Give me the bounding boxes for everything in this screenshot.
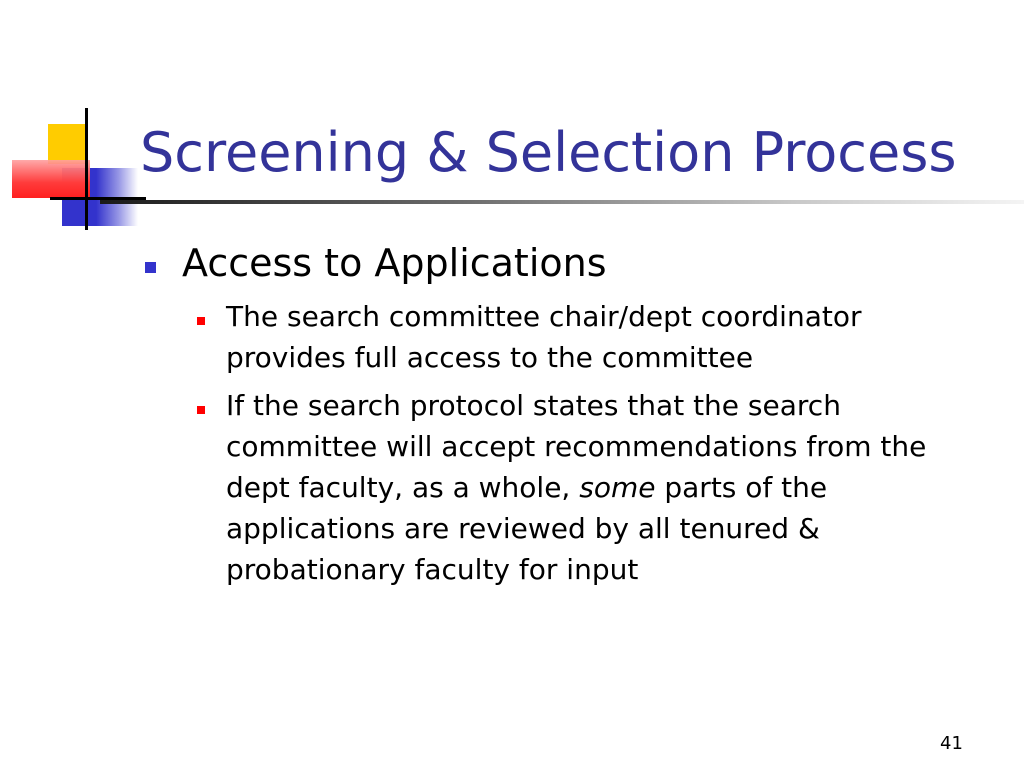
emphasis-some: some [579, 471, 656, 504]
bullet-level1-text: Access to Applications [182, 241, 607, 285]
sub-bullet-text-1: The search committee chair/dept coordinator provides full access to the committee [226, 300, 862, 374]
sub-bullet-square-icon [197, 317, 205, 325]
logo-red-square [12, 160, 90, 198]
sub-bullet-text-2-start: If the search protocol states that the search committee will accept recommendations from the dept faculty, as a whole, [226, 389, 927, 504]
page-number: 41 [940, 733, 963, 754]
title-underline [100, 200, 1024, 204]
logo-vertical-line [85, 108, 88, 230]
decorative-logo [0, 100, 150, 230]
slide-title: Screening & Selection Process [140, 121, 957, 184]
logo-yellow-square [48, 124, 88, 164]
bullet-square-icon [145, 262, 156, 273]
sub-bullet-text-2-end: parts of the applications are reviewed by all tenured & probationary faculty for input [226, 471, 828, 586]
sub-bullet-text-2 [226, 385, 946, 590]
sub-bullet-square-icon [197, 406, 205, 414]
